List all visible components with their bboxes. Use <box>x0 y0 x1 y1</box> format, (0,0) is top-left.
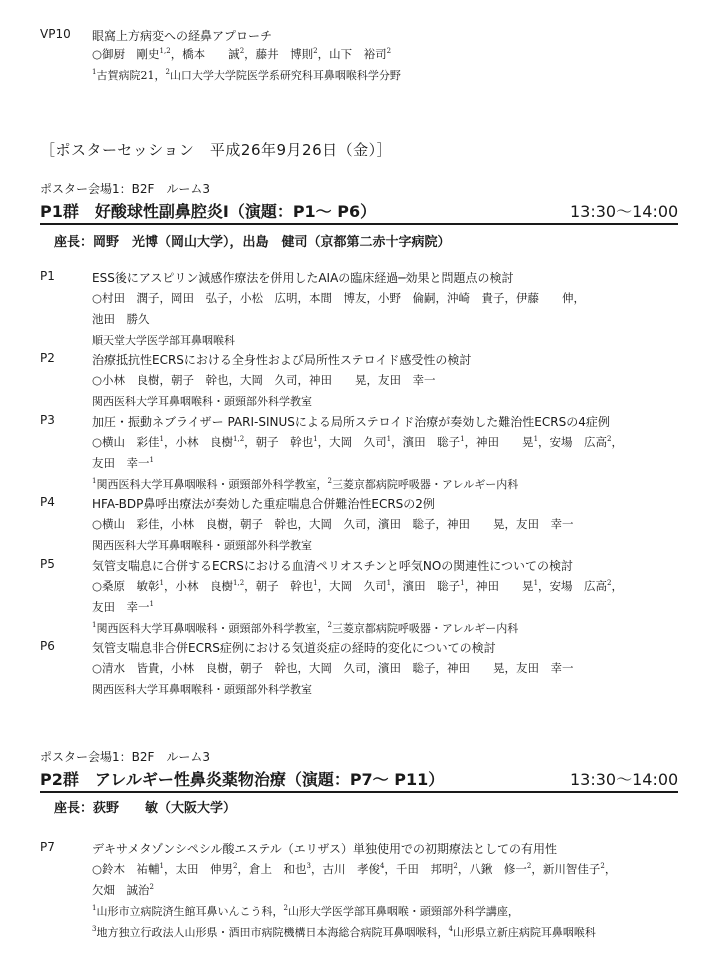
author-line <box>92 46 391 62</box>
author-superscript: 1 <box>386 579 392 587</box>
group-title: P2群 アレルギー性鼻炎薬物治療（演題：P7〜 P11） <box>40 770 445 789</box>
author-superscript: 2 <box>526 862 532 870</box>
affiliation-text: 関西医科大学耳鼻咽喉科・頭頸部外科学教室 <box>92 683 312 696</box>
group-rule <box>40 791 678 793</box>
group-time: 13:30〜14:00 <box>570 202 679 221</box>
venue-label: ポスター会場1：B2F ルーム3 <box>40 182 211 196</box>
author-name: ○清水 皆貴，小林 良樹，朝子 幹也，大岡 久司，濱田 聡子，神田 晃，友田 幸一 <box>92 661 574 675</box>
author-name: ，朝子 幹也 <box>244 579 314 593</box>
author-name: ，橋本 誠 <box>170 47 240 61</box>
author-name: ，古川 孝俊 <box>310 862 380 876</box>
abstract-title: HFA-BDP鼻呼出療法が奏効した重症喘息合併難治性ECRSの2例 <box>92 497 435 511</box>
author-line <box>92 311 150 327</box>
author-superscript: 4 <box>379 862 385 870</box>
abstract-code: P1 <box>40 269 55 283</box>
session-header: ［ポスターセッション 平成26年9月26日（金）］ <box>40 141 393 159</box>
affiliation-text: 三菱京都病院呼吸器・アレルギー内科 <box>331 478 519 491</box>
author-name: ， <box>604 862 617 876</box>
author-line <box>92 578 623 594</box>
affiliation-superscript: 3 <box>92 925 97 933</box>
affiliation-line <box>92 476 518 492</box>
author-superscript: 1 <box>313 579 318 587</box>
affiliation-text: 山形市立病院済生館耳鼻いんこう科， <box>96 905 284 918</box>
author-superscript: 2 <box>313 47 318 55</box>
author-line <box>92 434 623 450</box>
author-superscript: 3 <box>306 862 311 870</box>
author-superscript: 1 <box>460 579 465 587</box>
author-name: ，藤井 博則 <box>244 47 314 61</box>
author-superscript: 1 <box>460 435 465 443</box>
abstract-code: P2 <box>40 351 55 365</box>
author-superscript: 1 <box>533 435 539 443</box>
author-name: ，濱田 聡子 <box>391 435 461 449</box>
author-name: ，朝子 幹也 <box>244 435 314 449</box>
affiliation-text: 古賀病院21， <box>96 69 166 82</box>
author-superscript: 1 <box>159 579 165 587</box>
abstract-code: P6 <box>40 639 55 653</box>
author-line <box>92 290 585 306</box>
affiliation-line <box>92 537 312 553</box>
author-line <box>92 861 616 877</box>
author-superscript: 2 <box>453 862 458 870</box>
author-name: ，山下 裕司 <box>317 47 387 61</box>
affiliation-text: 地方独立行政法人山形県・酒田市病院機構日本海総合病院耳鼻咽喉科， <box>96 926 449 939</box>
affiliation-superscript: 1 <box>92 477 97 485</box>
author-name: ，小林 良樹 <box>164 579 234 593</box>
author-name: ， <box>611 435 623 449</box>
abstract-title: 気管支喘息に合併するECRSにおける血清ペリオスチンと呼気NOの関連性についての検討 <box>92 559 574 573</box>
author-line <box>92 372 436 388</box>
affiliation-superscript: 2 <box>165 68 170 76</box>
affiliation-line <box>92 332 235 348</box>
author-superscript: 1 <box>533 579 539 587</box>
group-rule <box>40 223 678 225</box>
affiliation-line <box>92 903 519 919</box>
author-name: ，神田 晃 <box>464 579 534 593</box>
author-superscript: 1 <box>149 600 154 608</box>
author-name: ，大岡 久司 <box>317 435 387 449</box>
author-name: ，神田 晃 <box>464 435 534 449</box>
affiliation-line <box>92 393 312 409</box>
author-name: ，八鍬 修一 <box>457 862 527 876</box>
affiliation-superscript: 1 <box>92 68 97 76</box>
author-name: ○鈴木 祐輔 <box>92 862 160 876</box>
chair-line: 座長：荻野 敏（大阪大学） <box>54 801 237 816</box>
author-name: ， <box>611 579 623 593</box>
affiliation-text: 順天堂大学医学部耳鼻咽喉科 <box>92 334 235 347</box>
abstract-title: ESS後にアスピリン減感作療法を併用したAIAの臨床経過─効果と問題点の検討 <box>92 271 514 285</box>
affiliation-text: 山形大学医学部耳鼻咽喉・頭頸部外科学講座， <box>287 905 519 918</box>
author-name: ○桑原 敏彰 <box>92 579 160 593</box>
author-name: ○村田 潤子，岡田 弘子，小松 広明，本間 博友，小野 倫嗣，沖崎 貴子，伊藤 伸， <box>92 291 586 305</box>
author-superscript: 2 <box>239 47 245 55</box>
affiliation-line <box>92 924 596 940</box>
author-line <box>92 660 574 676</box>
author-superscript: 1,2 <box>159 47 171 55</box>
abstract-code: P5 <box>40 557 55 571</box>
abstract-code: P3 <box>40 413 55 427</box>
abstract-title: 眼窩上方病変への経鼻アプローチ <box>92 29 273 43</box>
group-title: P1群 好酸球性副鼻腔炎Ⅰ（演題：P1〜 P6） <box>40 202 377 221</box>
affiliation-superscript: 2 <box>327 621 332 629</box>
author-name: ○横山 彩佳，小林 良樹，朝子 幹也，大岡 久司，濱田 聡子，神田 晃，友田 幸一 <box>92 517 574 531</box>
author-name: ○御厨 剛史 <box>92 47 160 61</box>
affiliation-superscript: 1 <box>92 904 97 912</box>
author-name: ，濱田 聡子 <box>391 579 461 593</box>
author-line <box>92 455 154 471</box>
affiliation-text: 関西医科大学耳鼻咽喉科・頭頸部外科学教室， <box>96 622 328 635</box>
affiliation-line <box>92 67 401 83</box>
author-superscript: 1 <box>149 456 154 464</box>
author-superscript: 2 <box>607 579 612 587</box>
affiliation-text: 三菱京都病院呼吸器・アレルギー内科 <box>331 622 519 635</box>
author-superscript: 2 <box>149 883 154 891</box>
author-name: ，安場 広高 <box>538 579 608 593</box>
author-superscript: 1 <box>159 435 165 443</box>
affiliation-line <box>92 620 518 636</box>
chair-line: 座長：岡野 光博（岡山大学），出島 健司（京都第二赤十字病院） <box>54 235 451 250</box>
abstract-code: P4 <box>40 495 55 509</box>
author-line <box>92 516 574 532</box>
author-name: 友田 幸一 <box>92 456 150 470</box>
abstract-title: デキサメタゾンシペシル酸エステル（エリザス）単独使用での初期療法としての有用性 <box>92 842 558 856</box>
author-name: 欠畑 誠治 <box>92 883 150 897</box>
affiliation-superscript: 2 <box>283 904 288 912</box>
affiliation-superscript: 2 <box>327 477 332 485</box>
author-superscript: 1,2 <box>233 435 245 443</box>
group-time: 13:30〜14:00 <box>570 770 679 789</box>
author-superscript: 2 <box>607 435 612 443</box>
affiliation-text: 関西医科大学耳鼻咽喉科・頭頸部外科学教室 <box>92 395 312 408</box>
abstract-code: P7 <box>40 840 55 854</box>
author-superscript: 1 <box>386 435 392 443</box>
affiliation-superscript: 4 <box>448 925 453 933</box>
author-superscript: 1 <box>313 435 318 443</box>
abstract-title: 治療抵抗性ECRSにおける全身性および局所性ステロイド感受性の検討 <box>92 353 472 367</box>
author-name: 友田 幸一 <box>92 600 150 614</box>
venue-label: ポスター会場1：B2F ルーム3 <box>40 750 211 764</box>
affiliation-text: 関西医科大学耳鼻咽喉科・頭頸部外科学教室， <box>96 478 328 491</box>
author-name: ，小林 良樹 <box>164 435 234 449</box>
author-name: ，太田 伸男 <box>164 862 234 876</box>
author-line <box>92 882 154 898</box>
affiliation-line <box>92 681 312 697</box>
affiliation-text: 山形県立新庄病院耳鼻咽喉科 <box>452 926 596 939</box>
author-name: ，安場 広高 <box>538 435 608 449</box>
affiliation-superscript: 1 <box>92 621 97 629</box>
abstract-title: 加圧・振動ネブライザー PARI-SINUSによる局所ステロイド治療が奏効した難治性ECRSの4症例 <box>92 415 610 429</box>
author-name: ○小林 良樹，朝子 幹也，大岡 久司，神田 晃，友田 幸一 <box>92 373 436 387</box>
author-name: ○横山 彩佳 <box>92 435 160 449</box>
author-name: ，倉上 和也 <box>237 862 307 876</box>
author-name: 池田 勝久 <box>92 312 150 326</box>
author-superscript: 2 <box>386 47 392 55</box>
author-superscript: 1 <box>159 862 165 870</box>
author-name: ，千田 邦明 <box>384 862 454 876</box>
affiliation-text: 山口大学大学院医学系研究科耳鼻咽喉科学分野 <box>169 69 401 82</box>
author-superscript: 2 <box>600 862 605 870</box>
author-name: ，大岡 久司 <box>317 579 387 593</box>
author-superscript: 1,2 <box>233 579 245 587</box>
abstract-title: 気管支喘息非合併ECRS症例における気道炎症の経時的変化についての検討 <box>92 641 496 655</box>
author-line <box>92 599 154 615</box>
abstract-code: VP10 <box>40 27 71 41</box>
author-name: ，新川智佳子 <box>531 862 601 876</box>
author-superscript: 2 <box>233 862 238 870</box>
affiliation-text: 関西医科大学耳鼻咽喉科・頭頸部外科学教室 <box>92 539 312 552</box>
